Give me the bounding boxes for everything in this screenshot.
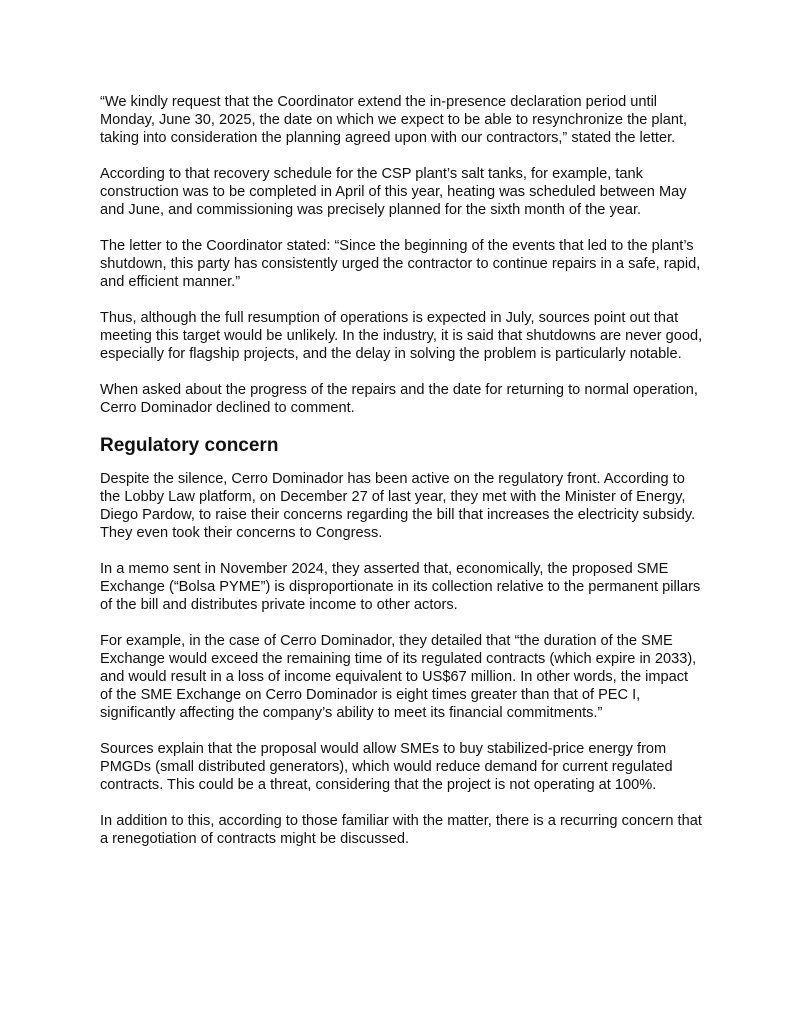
paragraph-example-impact: For example, in the case of Cerro Dominador, they detailed that “the duration of the SME Exchange would exceed the remaining time of its regulated contracts (which expire in 2033), and would result in a loss of income equivalent to US$67 million. In other words, the impact of the SME Exchange on Cerro Dominador is eight times greater than that of PEC I, significantly affecting the company’s ability to meet its financial commitments.” [100, 633, 697, 721]
paragraph-regulatory-front: Despite the silence, Cerro Dominador has been active on the regulatory front. According to the Lobby Law platform, on December 27 of last year, they met with the Minister of Energy, Diego Pardow, to raise their concerns regarding the bill that increases the electricity subsidy. They even took their concerns to Congress. [100, 471, 696, 541]
paragraph-resumption-outlook: Thus, although the full resumption of operations is expected in July, sources point out that meeting this target would be unlikely. In the industry, it is said that shutdowns are never good, especially for flagship projects, and the delay in solving the problem is particularly notable. [100, 310, 703, 362]
article-body [100, 93, 704, 866]
paragraph-request-quote: “We kindly request that the Coordinator extend the in-presence declaration period until Monday, June 30, 2025, the date on which we expect to be able to resynchronize the plant, taking into consideration the planning agreed upon with our contractors,” stated the letter. [100, 94, 688, 146]
paragraph-no-comment: When asked about the progress of the repairs and the date for returning to normal operation, Cerro Dominador declined to comment. [100, 382, 698, 416]
section-heading: Regulatory concern [100, 435, 279, 456]
paragraph-renegotiation: In addition to this, according to those familiar with the matter, there is a recurring concern that a renegotiation of contracts might be discussed. [100, 813, 702, 847]
paragraph-recovery-schedule: According to that recovery schedule for the CSP plant’s salt tanks, for example, tank construction was to be completed in April of this year, heating was scheduled between May and June, and commissioning was precisely planned for the sixth month of the year. [100, 166, 687, 218]
paragraph-letter-statement: The letter to the Coordinator stated: “Since the beginning of the events that led to the plant’s shutdown, this party has consistently urged the contractor to continue repairs in a safe, rapid, and efficient manner.” [100, 238, 701, 290]
paragraph-sme-threat: Sources explain that the proposal would allow SMEs to buy stabilized-price energy from PMGDs (small distributed generators), which would reduce demand for current regulated contracts. This could be a threat, considering that the project is not operating at 100%. [100, 741, 673, 793]
paragraph-memo: In a memo sent in November 2024, they asserted that, economically, the proposed SME Exchange (“Bolsa PYME”) is disproportionate in its collection relative to the permanent pillars of the bill and distributes private income to other actors. [100, 561, 701, 613]
